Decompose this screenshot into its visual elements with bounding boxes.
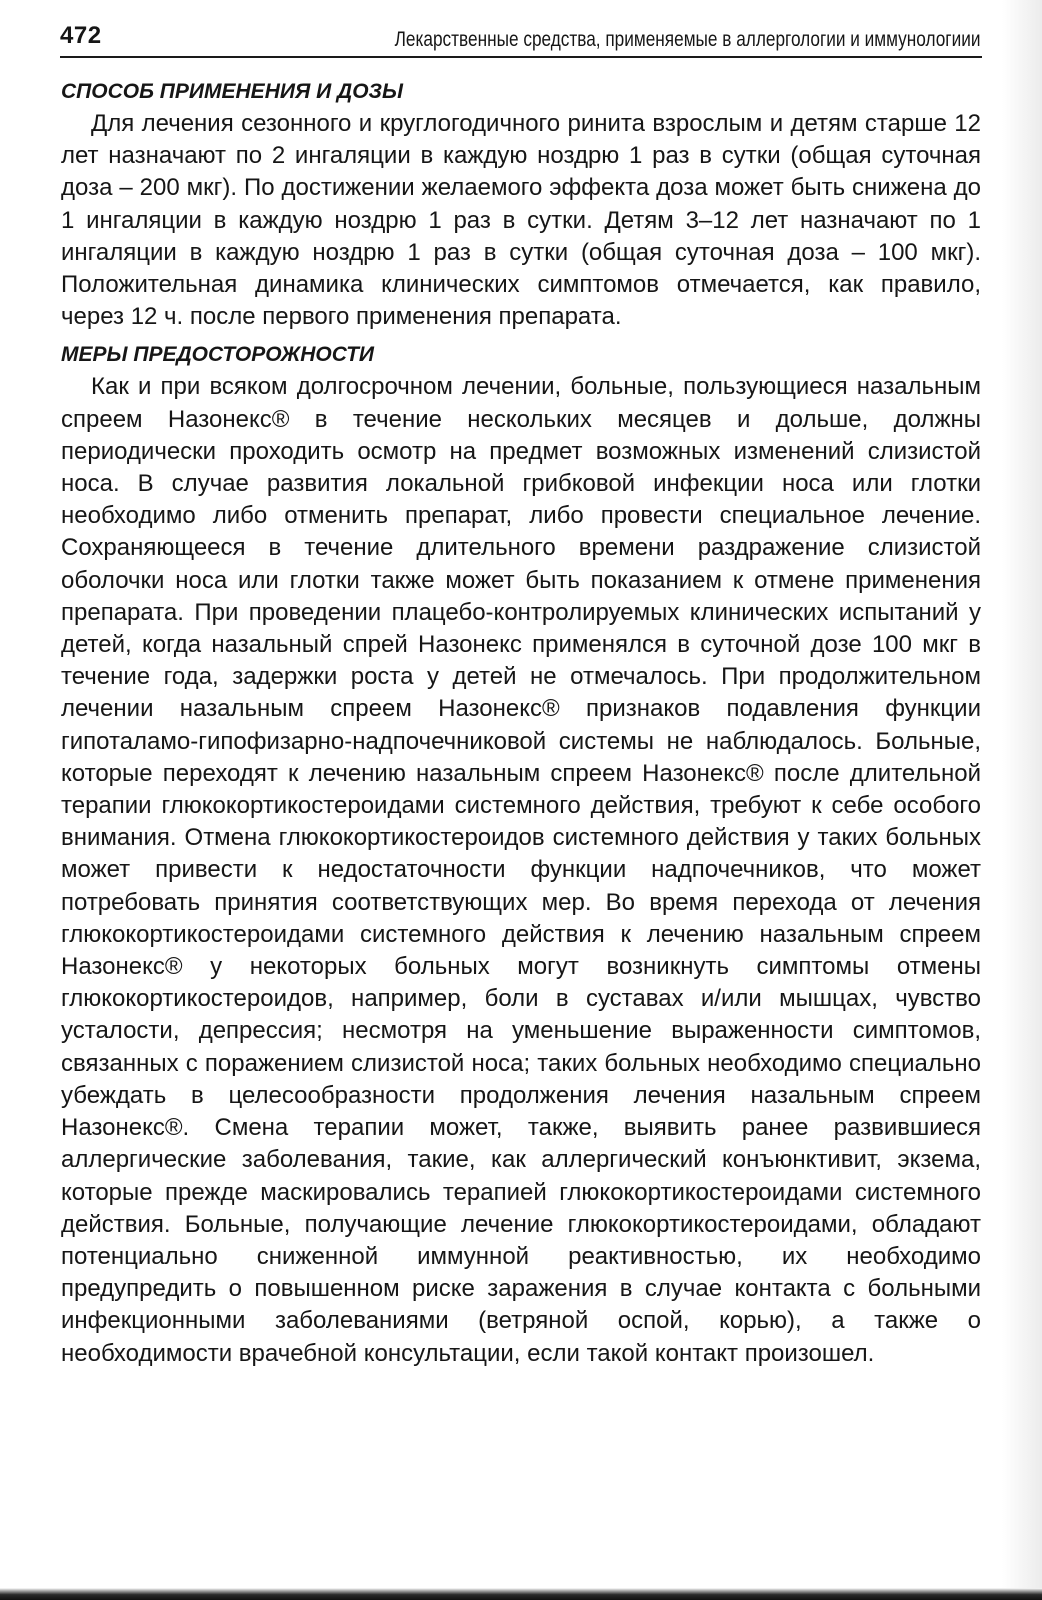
page-body [61, 76, 981, 1370]
scan-edge-shadow [1002, 0, 1042, 1588]
running-title: Лекарственные средства, применяемые в аллергологии и иммунологиии [394, 28, 980, 51]
paragraph-precautions: Как и при всяком долгосрочном лечении, больные, пользующиеся назальным спреем Назонекс® в течение нескольких месяцев и дольше, должны периодически проходить осмотр на предмет возможных изменений слизистой носа. В случае развития локальной грибковой инфекции носа или глотки необходимо либо отменить препарат, либо провести специальное лечение. Сохраняющееся в течение длительного времени раздражение слизистой оболочки носа или глотки также может быть показанием к отмене применения препарата. При проведении плацебо-контролируемых клинических испытаний у детей, когда назальный спрей Назонекс применялся в суточной дозе 100 мкг в течение года, задержки роста у детей не отмечалось. При продолжительном лечении назальным спреем Назонекс® признаков подавления функции гипоталамо-гипофизарно-надпочечниковой системы не наблюдалось. Больные, которые переходят к лечению назальным спреем Назонекс® после длительной терапии глюкокортикостероидами системного действия, требуют к себе особого внимания. Отмена глюкокортикостероидов системного действия у таких больных может привести к недостаточности функции надпочечников, что может потребовать принятия соответствующих мер. Во время перехода от лечения глюкокортикостероидами системного действия к лечению назальным спреем Назонекс® у некоторых больных могут возникнуть симптомы отмены глюкокортикостероидов, например, боли в суставах и/или мышцах, чувство усталости, депрессия; несмотря на уменьшение выраженности симптомов, связанных с поражением слизистой носа; таких больных необходимо специально убеждать в целесообразности продолжения лечения назальным спреем Назонекс®. Смена терапии может, также, выявить ранее развившиеся аллергические заболевания, такие, как аллергический конъюнктивит, экзема, которые прежде маскировались терапией глюкокортикостероидами системного действия. Больные, получающие лечение глюкокортикостероидами, обладают потенциально сниженной иммунной реактивностью, их необходимо предупредить о повышенном риске заражения в случае контакта с больными инфекционными заболеваниями (ветряной оспой, корью), а также о необходимости врачебной консультации, если такой контакт произошел. [61, 373, 981, 1367]
section-precautions [61, 339, 981, 1369]
page-header [60, 20, 982, 58]
section-dosage [61, 76, 981, 333]
section-heading-dosage: СПОСОБ ПРИМЕНЕНИЯ И ДОЗЫ [61, 80, 404, 103]
section-heading-precautions: МЕРЫ ПРЕДОСТОРОЖНОСТИ [61, 343, 375, 367]
scan-bottom-edge [0, 1588, 1042, 1600]
paragraph-dosage: Для лечения сезонного и круглогодичного ринита взрослым и детям старше 12 лет назначают по 2 ингаляции в каждую ноздрю 1 раз в сутки (общая суточная доза – 200 мкг). По достижении желаемого эффекта доза может быть снижена до 1 ингаляции в каждую ноздрю 1 раз в сутки. Детям 3–12 лет назначают по 1 ингаляции в каждую ноздрю 1 раз в сутки (общая суточная доза – 100 мкг). Положительная динамика клинических симптомов отмечается, как правило, через 12 ч. после первого применения препарата. [61, 110, 981, 331]
page-number: 472 [60, 22, 102, 49]
